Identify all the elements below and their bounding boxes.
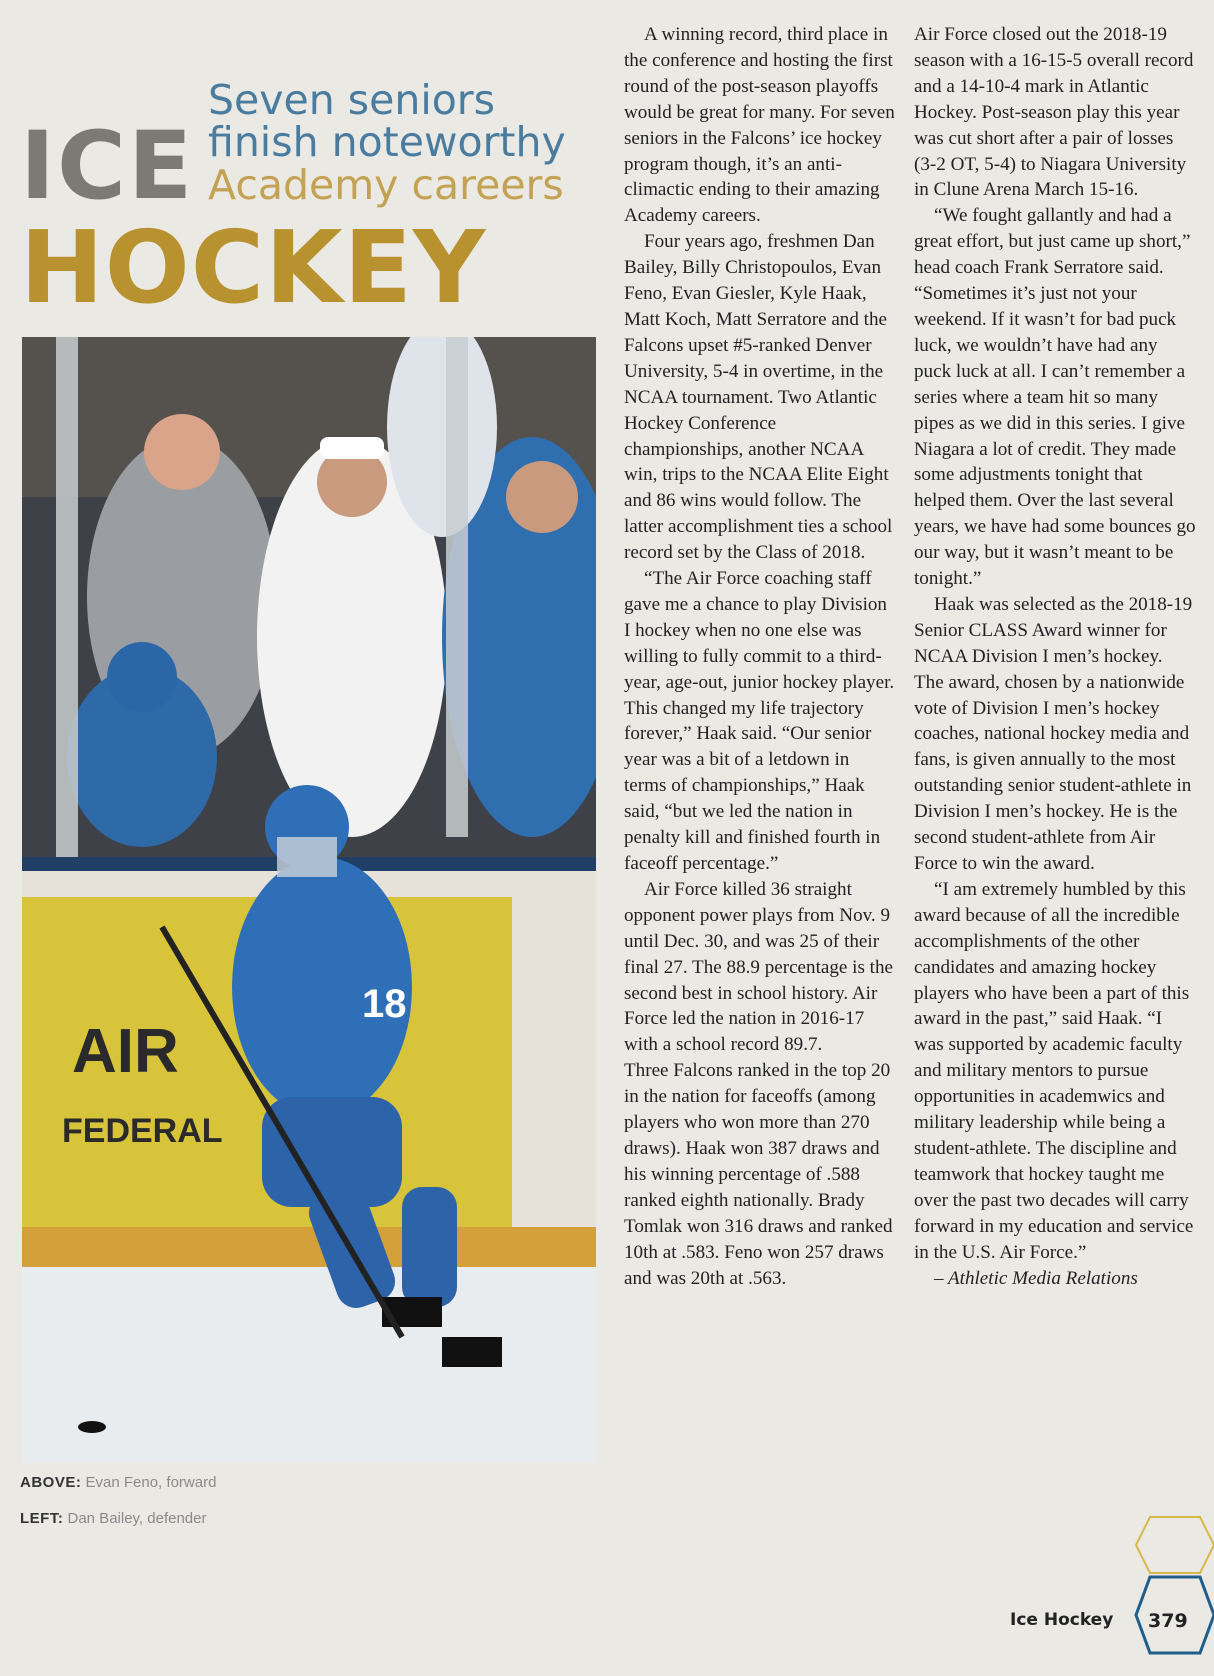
paragraph: “We fought gallantly and had a great effort, but just came up short,” head coach Frank Serratore said. “Sometimes it’s just not your weekend. If it wasn’t for bad puck luck, we wouldn’t have had any puck luck at all. I can’t remember a series where a team hit so many pipes as we did in this series. I give Niagara a lot of credit. They made some adjustments tonight that helped them. Over the last several years, we have had some bounces go our way, but it wasn’t meant to be tonight.” — [914, 205, 1196, 590]
paragraph: Three Falcons ranked in the top 20 in the nation for faceoffs (among players who won more than 270 draws). Haak won 387 draws and his winning percentage of .588 ranked eighth nationally. Brady Tomlak won 316 draws and ranked 10th at .583. Feno won 257 draws and was 20th at .563. — [624, 1060, 893, 1289]
caption-left — [20, 1510, 206, 1527]
caption-left-text: Dan Bailey, defender — [67, 1510, 207, 1527]
subheadline-line1: Seven seniors — [208, 76, 496, 124]
jersey-number: 18 — [362, 982, 407, 1026]
board-text-air: AIR — [72, 1017, 179, 1086]
caption-left-label: LEFT: — [20, 1510, 64, 1527]
subheadline-line3: Academy careers — [208, 161, 564, 209]
hockey-player-photo — [22, 337, 596, 1463]
caption-above-label: ABOVE: — [20, 1474, 82, 1491]
footer-section-title: Ice Hockey — [1010, 1610, 1114, 1630]
paragraph: Air Force killed 36 straight opponent power plays from Nov. 9 until Dec. 30, and was 25 of their final 27. The 88.9 percentage is the second best in school history. Air Force led the nation in 2016-17 with a school record 89.7. — [624, 878, 893, 1056]
paragraph: A winning record, third place in the conference and hosting the first round of the post-season playoffs would be great for many. For seven seniors in the Falcons’ ice hockey program though, it’s an anti-climactic ending to their amazing Academy careers. — [624, 24, 895, 227]
article-credit: – Athletic Media Relations — [934, 1267, 1138, 1289]
subheadline-line2: finish noteworthy — [208, 118, 566, 166]
article-column-1 — [624, 22, 896, 1291]
photo-illustration — [22, 337, 596, 1463]
caption-above-text: Evan Feno, forward — [85, 1474, 217, 1491]
headline-hockey: HOCKEY — [20, 209, 487, 326]
paragraph: Four years ago, freshmen Dan Bailey, Billy Christopoulos, Evan Feno, Evan Giesler, Kyle Haak, Matt Koch, Matt Serratore and the Falcons upset #5-ranked Denver University, 5-4 in overtime, in the NCAA tournament. Two Atlantic Hockey Conference championships, another NCAA win, trips to the NCAA Elite Eight and 86 wins would follow. The latter accomplishment ties a school record set by the Class of 2018. — [624, 231, 893, 564]
paragraph: Haak was selected as the 2018-19 Senior CLASS Award winner for NCAA Division I men’s hockey. The award, chosen by a nationwide vote of Division I men’s hockey coaches, national hockey media and fans, is given annually to the most outstanding senior student-athlete in Division I men’s hockey. He is the second student-athlete from Air Force to win the award. — [914, 593, 1193, 874]
article-column-2 — [914, 22, 1196, 1291]
caption-above — [20, 1474, 216, 1491]
board-text-federal: FEDERAL — [62, 1112, 223, 1150]
hexagon-decoration — [1120, 1515, 1214, 1676]
headline-ice: ICE — [20, 112, 195, 221]
paragraph: “The Air Force coaching staff gave me a chance to play Division I hockey when no one else was willing to fully commit to a third-year, age-out, junior hockey player. This changed my life trajectory forever,” Haak said. “Our senior year was a bit of a letdown in terms of championships,” Haak said, “but we led the nation in penalty kill and finished fourth in faceoff percentage.” — [624, 568, 895, 874]
page-number: 379 — [1148, 1610, 1188, 1632]
paragraph: “I am extremely humbled by this award because of all the incredible accomplishments of the other candidates and amazing hockey players who have been a part of this award in the past,” said Haak. “I was supported by academic faculty and military mentors to pursue opportunities in academwics and military leadership while being a student-athlete. The discipline and teamwork that hockey taught me over the past two decades will carry forward in my education and service in the U.S. Air Force.” — [914, 878, 1194, 1263]
paragraph: Air Force closed out the 2018-19 season with a 16-15-5 overall record and a 14-10-4 mark in Atlantic Hockey. Post-season play this year was cut short after a pair of losses (3-2 OT, 5-4) to Niagara University in Clune Arena March 15-16. — [914, 24, 1194, 201]
